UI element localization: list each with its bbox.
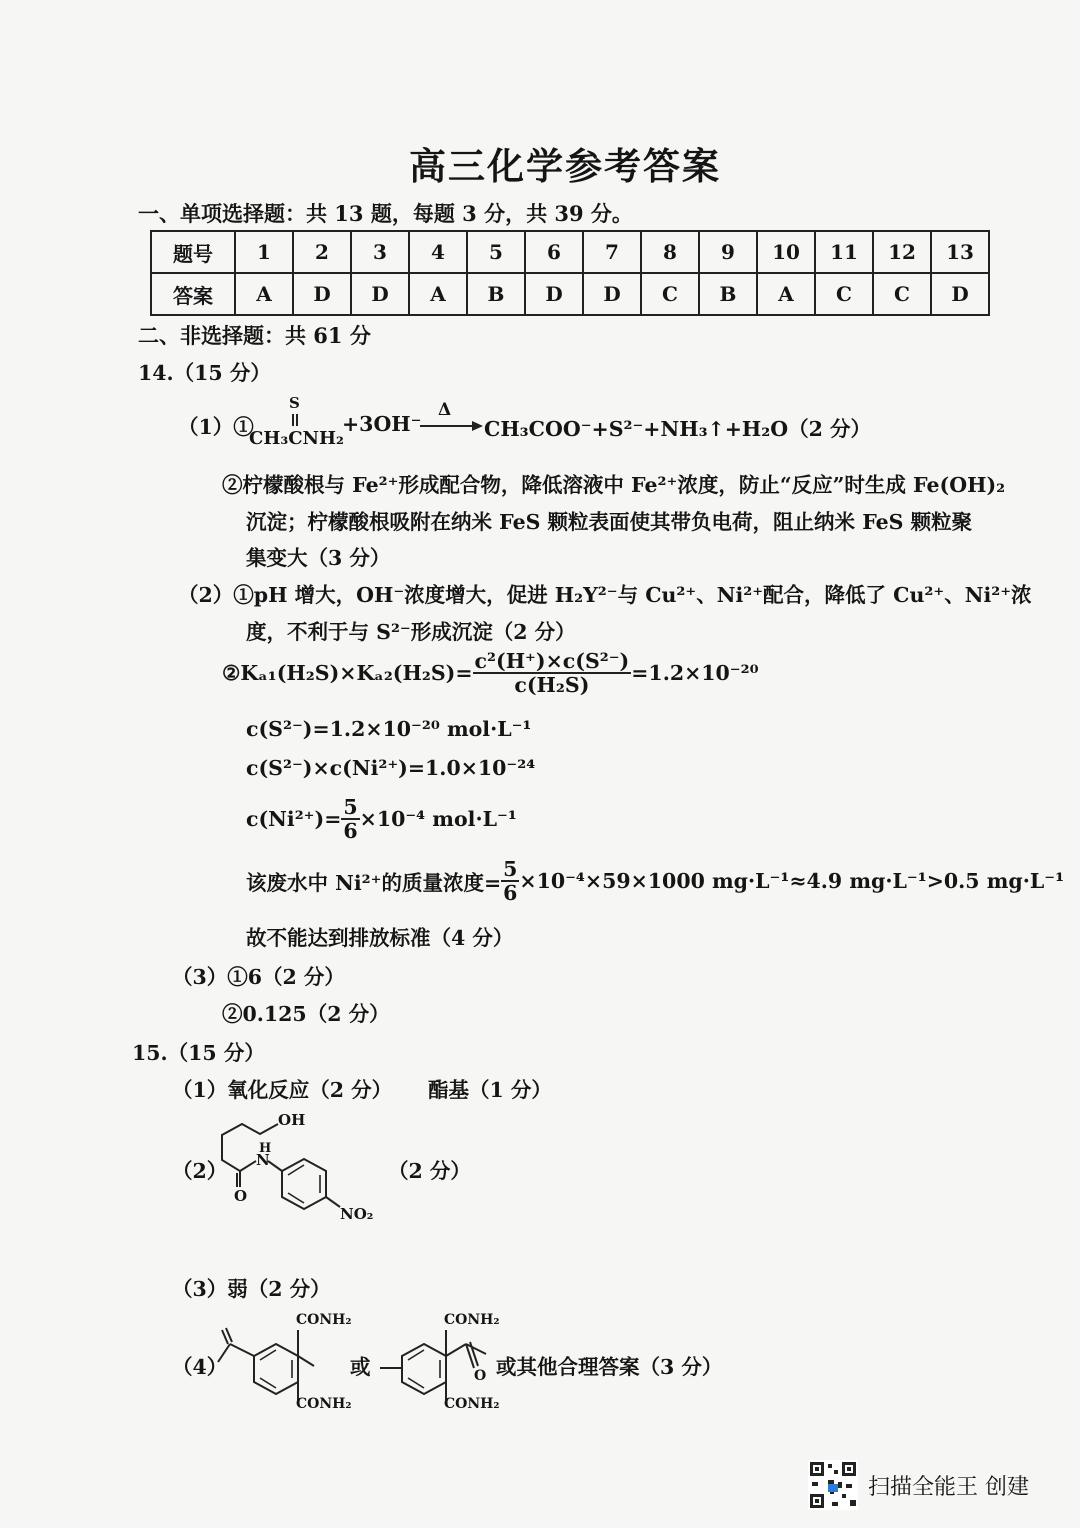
q14-conclusion: 故不能达到排放标准（4 分） xyxy=(246,926,514,950)
carbamoyl-label: CONH₂ xyxy=(296,1396,352,1412)
answer-cell: B xyxy=(467,273,525,315)
ka-equation xyxy=(222,650,759,696)
q14-p1-2-line1: ②柠檬酸根与 Fe²⁺形成配合物，降低溶液中 Fe²⁺浓度，防止“反应”时生成 Fe(OH)₂ xyxy=(222,473,1006,497)
q14-p2-line1: （2）①pH 增大，OH⁻浓度增大，促进 H₂Y²⁻与 Cu²⁺、Ni²⁺配合，降低了 Cu²⁺、Ni²⁺浓 xyxy=(178,583,1032,607)
ka-equation-left: ②Kₐ₁(H₂S)×Kₐ₂(H₂S)= xyxy=(222,661,473,685)
carbamoyl-label: CONH₂ xyxy=(444,1312,500,1328)
q15-p1-b: 酯基（1 分） xyxy=(428,1078,552,1102)
carbonyl-oxygen-label: O xyxy=(234,1187,248,1205)
amide-nitrogen-label: N xyxy=(256,1151,270,1169)
answer-cell: B xyxy=(699,273,757,315)
q14-p2-line2: 度，不利于与 S²⁻形成沉淀（2 分） xyxy=(246,620,576,644)
answer-cell: D xyxy=(351,273,409,315)
fraction-denominator: 6 xyxy=(343,819,358,843)
question-number: 11 xyxy=(815,231,873,273)
question-number: 5 xyxy=(467,231,525,273)
sulfur-atom-label: S xyxy=(289,394,300,412)
ketone-oxygen-label: O xyxy=(474,1368,487,1384)
qr-code-icon xyxy=(808,1460,858,1510)
question-number: 3 xyxy=(351,231,409,273)
question-number: 6 xyxy=(525,231,583,273)
ka-fraction-denominator: c(H₂S) xyxy=(514,673,590,697)
ka-equation-right: =1.2×10⁻²⁰ xyxy=(631,661,759,685)
carbamoyl-label: CONH₂ xyxy=(296,1312,352,1328)
q15-heading: 15.（15 分） xyxy=(132,1041,265,1065)
row-label-answer: 答案 xyxy=(151,273,235,315)
delta-label: Δ xyxy=(438,400,452,420)
row-label-question: 题号 xyxy=(151,231,235,273)
scanner-watermark: 扫描全能王 创建 xyxy=(868,1475,1029,1500)
answer-cell: D xyxy=(293,273,351,315)
answer-cell: D xyxy=(525,273,583,315)
answer-structure-2 xyxy=(378,1306,508,1416)
nickel-concentration xyxy=(246,796,517,842)
double-bond-line xyxy=(292,414,294,426)
answer-cell: C xyxy=(873,273,931,315)
five-sixths-fraction xyxy=(341,796,359,842)
thioacetamide-formula: CH₃CNH₂ xyxy=(249,428,344,449)
q15-p4-label: （4） xyxy=(172,1355,228,1379)
q15-p2-score: （2 分） xyxy=(388,1159,471,1183)
fraction-numerator: 5 xyxy=(503,857,518,881)
q14-p3-2: ②0.125（2 分） xyxy=(222,1002,390,1026)
question-number: 7 xyxy=(583,231,641,273)
question-number: 1 xyxy=(235,231,293,273)
q15-p2-label: （2） xyxy=(172,1159,228,1183)
fraction-denominator: 6 xyxy=(503,881,518,905)
arrow-right-icon xyxy=(420,420,484,432)
ksp-product: c(S²⁻)×c(Ni²⁺)=1.0×10⁻²⁴ xyxy=(246,756,536,780)
answer-cell: C xyxy=(641,273,699,315)
question-number: 4 xyxy=(409,231,467,273)
table-row xyxy=(151,231,989,273)
answer-cell: D xyxy=(583,273,641,315)
thioacetamide-structure xyxy=(249,394,344,454)
q14-heading: 14.（15 分） xyxy=(138,361,271,385)
answer-structure-1 xyxy=(214,1306,364,1416)
section2-heading: 二、非选择题：共 61 分 xyxy=(138,323,371,348)
q14-p1-2-line2: 沉淀；柠檬酸根吸附在纳米 FeS 颗粒表面使其带负电荷，阻止纳米 FeS 颗粒聚 xyxy=(246,510,973,534)
question-number: 9 xyxy=(699,231,757,273)
q15-p4-tail: 或其他合理答案（3 分） xyxy=(496,1355,723,1379)
answer-cell: A xyxy=(235,273,293,315)
mass-concentration xyxy=(246,858,1064,904)
answer-cell: C xyxy=(815,273,873,315)
q14-p1-2-line3: 集变大（3 分） xyxy=(246,546,391,570)
fraction-numerator: 5 xyxy=(343,795,358,819)
nickel-concentration-right: ×10⁻⁴ mol·L⁻¹ xyxy=(359,807,517,831)
answer-table xyxy=(150,230,990,316)
nitro-group-label: NO₂ xyxy=(340,1205,374,1223)
question-number: 2 xyxy=(293,231,351,273)
question-number: 10 xyxy=(757,231,815,273)
nickel-concentration-left: c(Ni²⁺)= xyxy=(246,807,342,831)
hydroxy-amide-structure xyxy=(212,1105,382,1230)
answer-cell: A xyxy=(409,273,467,315)
hydroxyl-label: OH xyxy=(278,1111,306,1129)
question-number: 12 xyxy=(873,231,931,273)
five-sixths-fraction xyxy=(501,858,519,904)
amide-hydrogen-label: H xyxy=(259,1141,272,1156)
heat-arrow xyxy=(420,402,484,438)
reaction-products: CH₃COO⁻+S²⁻+NH₃↑+H₂O（2 分） xyxy=(484,417,872,441)
carbamoyl-label: CONH₂ xyxy=(444,1396,500,1412)
q15-p1-a: （1）氧化反应（2 分） xyxy=(172,1078,393,1102)
answer-cell: D xyxy=(931,273,989,315)
double-bond-line xyxy=(296,414,298,426)
table-row xyxy=(151,273,989,315)
q14-p1-label: （1）① xyxy=(178,415,254,439)
question-number: 8 xyxy=(641,231,699,273)
mass-concentration-left: 该废水中 Ni²⁺的质量浓度= xyxy=(246,871,502,895)
question-number: 13 xyxy=(931,231,989,273)
answer-cell: A xyxy=(757,273,815,315)
ka-fraction-numerator: c²(H⁺)×c(S²⁻) xyxy=(474,649,630,673)
q15-p3: （3）弱（2 分） xyxy=(172,1277,331,1301)
q14-p3-1: （3）①6（2 分） xyxy=(172,965,345,989)
or-word: 或 xyxy=(350,1355,371,1379)
mass-concentration-right: ×10⁻⁴×59×1000 mg·L⁻¹≈4.9 mg·L⁻¹>0.5 mg·L⁻¹ xyxy=(519,869,1065,893)
page-title: 高三化学参考答案 xyxy=(409,144,721,188)
section1-heading: 一、单项选择题：共 13 题，每题 3 分，共 39 分。 xyxy=(138,201,633,226)
ka-fraction xyxy=(473,650,632,696)
sulfide-concentration: c(S²⁻)=1.2×10⁻²⁰ mol·L⁻¹ xyxy=(246,717,532,741)
hydroxide-term: +3OH⁻ xyxy=(342,412,422,436)
